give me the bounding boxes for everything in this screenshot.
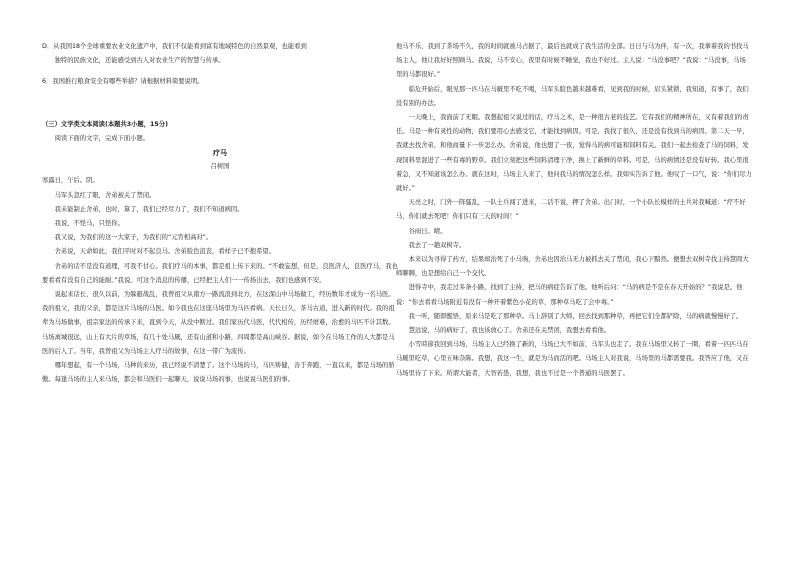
left-column: [42, 0, 398, 387]
section-heading: （三）文学类文本阅读(本题共3小题，15分): [42, 120, 168, 128]
paragraph: 马军头忽红了眼，舍弟被关了禁闭。: [54, 191, 156, 199]
paragraph: 舍弟说，天命如此，我们平时对不起良马。舍弟脸色沮丧，看样子已不抱希望。: [54, 248, 275, 256]
paragraph: 寒露日，午后。阴。: [42, 177, 99, 185]
paragraph: 进得寺中，我走过多条小路，找到了主持，把马的病症告诉了他。他听后问：“马的病是不是在春天开始的？”我说是。他说：“你去看看马场附近有没有一种开着紫色小花的草，那种草马吃了会中毒。”: [396, 284, 743, 306]
paragraph: 本来以为寻得了药方，结果却治死了小马驹，舍弟也因治马无力被抓去关了禁闭，我心下黯然。便想去双树寺找主持慧圆大师聊聊，也是想给自己一个交代。: [396, 256, 749, 278]
paragraph: 一天晚上，我面前了无眠。我想起祖父说过的话，疗马之术，是一种很古老的技艺。它有我们的精神所在，又有着我们的责任。马是一种有灵性的动物，我们要用心去感受它，才能找到病因。可是，我找了很久，还是没有找到马的病因。第二天一早，我就去找舍弟，和他商量下一步怎么办。舍弟说，他也想了一夜，觉得马的病可能和饲料有关。我们一起去检查了马的饲料，发现饲料里混进了一些有毒的野草。我们立刻把这些饲料清理干净，换上了新鲜的草料。可是，马的病情还是没有好转。我心里很着急，又不知道该怎么办。就在这时，马场主人来了，他问我马的情况怎么样。我如实告诉了他。他叹了一口气，说：“你们尽力就好。”: [396, 114, 752, 193]
paragraph: 我一听，随即醒悟，原来马是吃了那种草。马上辞别了大师，回去找到那种草，再把它们全都铲除，马的病就慢慢好了。: [408, 312, 743, 320]
paragraph: 我未能制止舍弟，也时，算了，我们已经尽力了，我们不知道病因。: [54, 205, 244, 213]
paragraph: 舍弟的话不是没有道理，可我不甘心。我们疗马的本事，都是祖上传下来的。“不敢妄想，但是，良医济人，良医疗马，我也要看看有没有自己的能耐。”我说。可这个消息的传播，已经把主人们一一传扬出去，我们也感到不安。: [42, 262, 398, 284]
paragraph: 我又说，为我们的这一大家子，为我们的“元宵相高对”。: [54, 234, 213, 242]
paragraph: 我去了一趟双树寺。: [408, 241, 466, 249]
right-column: [396, 0, 752, 381]
paragraph: 谷雨日。晴。: [408, 227, 447, 235]
paragraph: 我说，不怪马，只怪你。: [54, 220, 124, 228]
story-title: 疗马: [213, 149, 227, 158]
paragraph: 小雪時節我回到马场，马场主人已经换了新的，马场已大不如前，马军头也走了。我在马场里又转了一圈，看着一匹匹马在马厩里吃草，心里五味杂陈。我想，我这一生，就是为马而活的吧。马场主人对我说，马场里的马都需要我。我答应了他，又在马场里待了下来。所谓大能者，大智若愚，我想，我也不过是一个普通的马医罢了。: [396, 341, 749, 377]
instruction: 阅读下面的文字，完成下面小题。: [54, 134, 150, 142]
paragraph: 天亮之时，门外一阵骚乱，一队士兵闯了进来，二话不说，押了舍弟。出门时，一个小队长模样的士兵对我喊道：“疗不好马，你们就去死吧！你们只有三天的时间！”: [396, 199, 746, 221]
option-d-line-1: D．从我国18个全球重要农业文化遗产中，我们不仅能看到富有地域特色的自然景观，也能看到: [42, 43, 307, 50]
story-author: 吕树国: [210, 163, 230, 171]
paragraph: 哪年想起，有一个马场，马种的来历，我已经说不清楚了。这个马场的马，马匹矫健，善于奔跑，一直以来，都是马场的骄傲。每逢马场的主人来马场，都会和马医们一起聊天，说说马场的事，也说说马医们的事。: [42, 362, 395, 384]
paragraph: 慧远说，马的病好了，我也该放心了。舍弟还在关禁闭，我想去看看他。: [408, 327, 611, 335]
paragraph: 临危开始后，眼见那一匹马在马厩里不吃不喝，马军头脸色越来越难看，见到我的时候，眉头紧锁，我知道，有事了，我们没有别的办法。: [396, 85, 749, 107]
paragraph: 说起来话长，很久以前，为躲避战乱，我曾祖父从南方一路流浪到北方，在这深山中马场做工，经历数年才成为一名马医。我的祖父，我的父亲，都是这片马场的马医。如今我也在这座马场里为马匹看病。天长日久，茶马古道，进入新的时代。我的祖辈为马场做事，祖宗家法的传承下来，直到今天，从没中断过。我们家历代马医，代代相传，历经磨难，治愈的马匹不计其数。马场离城很远，山上有大片的草场，有几十处马厩，还有山道和小路，四周都是高山峡谷。据说，如今在马场工作的人大都是马医的后人了。当年，我曾祖父为马场主人疗马的故事，在这一带广为流传。: [42, 291, 395, 355]
paragraph: 他马不乐，我到了茶场不久，我的时间就被马占据了，最后也就成了我生活的全部。日日与马为伴，有一次，我拿着我的书找马场主人，他让我好好照顾马。我说，马不安心，夜里有时候不睡觉，我也不好过。主人说：“马没事吧？”我说：“马没事，马场里的马都很好。”: [396, 43, 749, 79]
option-d-line-2: 独特的民族文化，还能感受到古人对农业生产的智慧与传承。: [54, 57, 225, 65]
question-6: 6．我国推行粮食安全有哪些举措？请根据材料简要说明。: [42, 78, 204, 86]
